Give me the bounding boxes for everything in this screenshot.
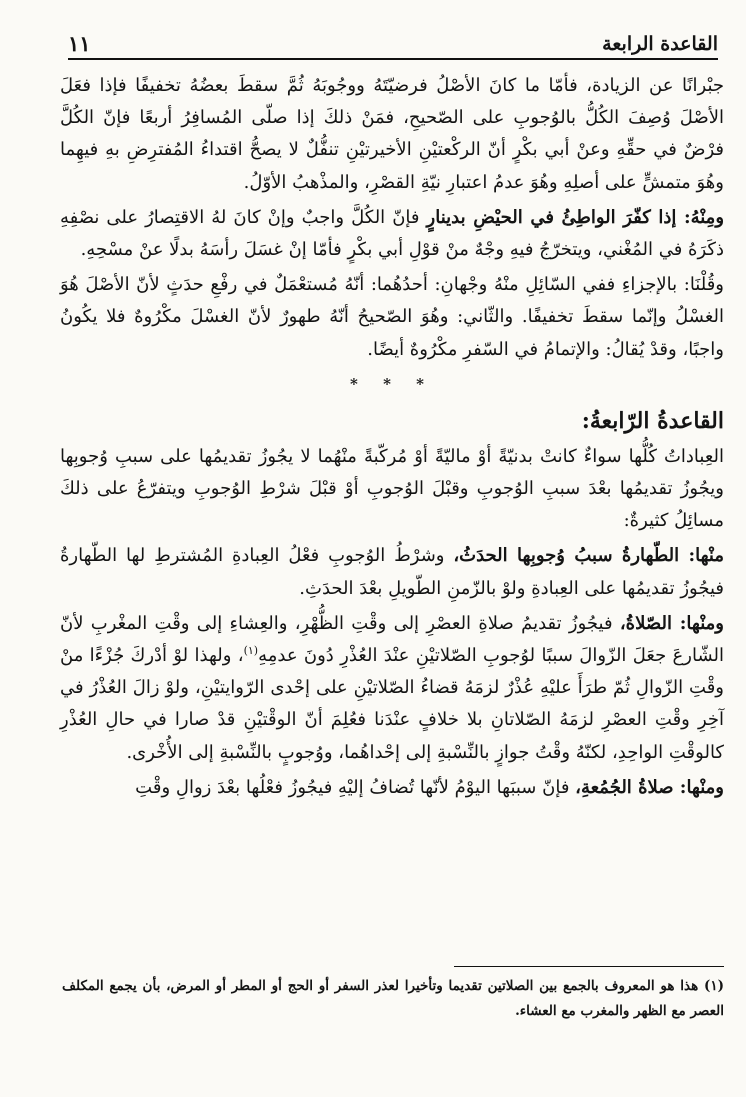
footnote: (١) هذا هو المعروف بالجمع بين الصلاتين تقديما وتأخيرا لعذر السفر أو الحج أو المطر أو المرض، بأن يجمع المكلف العصر مع الظهر والمغرب مع العشاء. [62,978,724,1019]
running-title: القاعدة الرابعة [602,33,718,55]
paragraph-2 [60,202,724,266]
paragraph-7 [60,772,724,804]
paragraph-1: جبْرانًا عن الزيادة، فأمّا ما كانَ الأصْلُ فرضيّتَهُ ووجُوبَهُ ثُمَّ سقطَ بعضُهُ تخفيفًا فإذا فعَلَ الأصْلَ وُصِفَ الكُلُّ بالوُجوبِ على الصّحيحِ، فمَنْ ذلكَ إذا صلّى المُسافِرُ أربعًا فإنّ الكُلَّ فرْضٌ في حقِّهِ وعنْ أبي بكْرٍ أنّ الركْعتيْنِ الأخيرتيْنِ تنفُّلٌ لا يصحُّ اقتداءُ المُفترِضِ بهِ فيهِما وهُوَ متمشٍّ على أصلِهِ وهُوَ عدمُ اعتبارِ نيّةِ القصْرِ، والمذْهبُ الأوّلُ. [60,75,724,193]
paragraph-7-lead: ومنْها: صلاةُ الجُمُعةِ، [575,776,724,798]
section-heading: القاعدةُ الرّابعةُ: [581,407,724,434]
main-text [60,70,724,807]
paragraph-2-lead: ومِنْهُ: إذا كفّرَ الواطِئُ في الحيْضِ بدينارٍ [426,206,725,228]
paragraph-6-body-a: فيجُوزُ تقديمُ صلاةِ العصْرِ إلى وقْتِ الظُّهْرِ، والعِشاءِ إلى وقْتِ المغْربِ لأنّ الشّارعَ جعَلَ الزّوالَ سببًا لوُجوبِ الصّلاتيْنِ عنْدَ العُذْرِ دُونَ عدمِهِ [60,612,724,667]
footnote-reference: (١) [243,644,259,658]
paragraph-5-body: وشرْطُ الوُجوبِ فعْلُ العِبادةِ المُشترطِ لها الطّهارةُ فيجُوزُ تقديمُها على العِبادةِ ولوْ بالزّمنِ الطّويلِ بعْدَ الحدَثِ. [60,545,724,599]
page-number: ١١ [68,31,91,56]
paragraph-6-body-b: ، ولهذا لوْ أدْركَ جُزْءًا منْ وقْتِ الزّوالِ ثُمّ طرَأَ عليْهِ عُذْرٌ لزمَهُ قضاءُ الصّلاتيْنِ على إحْدى الرّوايتيْنِ، ولوْ زالَ العُذْرُ في آخِرِ وقْتِ العصْرِ لزمَهُ الصّلاتانِ بلا خلافٍ عنْدَنا فعُلِمَ أنّ الوقْتيْنِ قدْ صارا في حالِ العُذْرِ كالوقْتِ الواحِدِ، لكنّهُ وقْتُ جوازٍ بالنِّسْبةِ إلى إحْداهُما، ووُجوبٍ بالنِّسْبةِ إلى الأُخْرى. [60,645,724,763]
paragraph-6-lead: ومنْها: الصّلاةُ، [619,612,724,634]
paragraph-5-lead: منْها: الطّهارةُ سببُ وُجوبِها الحدَثُ، [453,545,724,567]
page-header [68,22,718,60]
paragraph-7-body: فإنّ سببَها اليوْمُ لأنّها تُضافُ إليْهِ فيجُوزُ فعْلُها بعْدَ زوالِ وقْتِ [135,776,576,798]
paragraph-4: العِباداتُ كُلُّها سواءٌ كانتْ بدنيّةً أوْ ماليّةً أوْ مُركّبةً منْهُما لا يجُوزُ تقديمُها على سببِ وُجوبِها ويجُوزُ تقديمُها بعْدَ سببِ الوُجوبِ وقبْلَ الوُجوبِ أوْ قبْلَ شرْطِ الوُجوبِ ويتفرّعُ على ذلكَ مسائِلُ كثيرةٌ: [60,445,724,532]
paragraph-5 [60,540,724,604]
paragraph-2-body: فإنّ الكُلَّ واجبٌ وإنْ كانَ لهُ الاقتِصارُ على نصْفِهِ ذكَرَهُ في المُغْني، ويتخرّجُ فيهِ وجْهٌ منْ قوْلِ أبي بكْرٍ فأمّا إنْ غسَلَ رأسَهُ بدلًا عنْ مسْحِهِ. [60,206,724,261]
section-separator: * * * [350,374,434,393]
footnote-divider [454,966,724,967]
paragraph-3: وقُلْنَا: بالإجزاءِ ففي السّائِلِ منْهُ وجْهانِ: أحدُهُما: أنّهُ مُستعْمَلٌ في رفْعِ حدَثٍ لأنّ الأصْلَ هُوَ الغسْلُ وإنّما سقطَ تخفيفًا. والثّاني: وهُوَ الصّحيحُ أنّهُ طهورٌ لأنّ الغسْلَ مكْرُوهٌ فلا يكُونُ واجبًا، وقدْ يُقالُ: والإتمامُ في السّفرِ مكْرُوهٌ أيضًا. [60,274,724,360]
paragraph-6 [60,608,724,769]
